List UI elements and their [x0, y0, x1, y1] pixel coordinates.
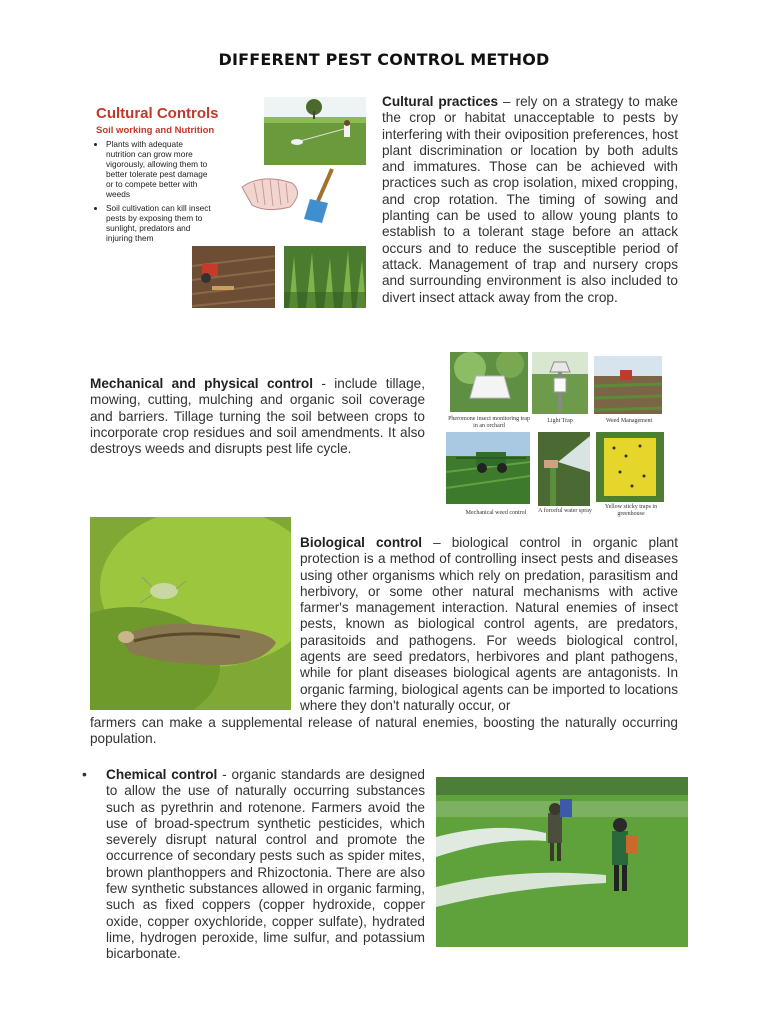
yellow-sticky-trap-caption: Yellow sticky traps in greenhouse	[604, 504, 658, 517]
chemical-control-paragraph	[106, 767, 425, 963]
grub-and-spade-illustration	[232, 167, 342, 225]
biological-control-photo	[90, 517, 291, 710]
water-spray-photo	[538, 432, 590, 506]
maize-crop-photo	[284, 246, 366, 308]
light-trap-caption: Light Trap	[547, 418, 573, 424]
cultural-controls-figure	[90, 95, 370, 310]
light-trap-photo	[532, 352, 588, 414]
biological-control-term: Biological control	[300, 535, 423, 550]
cultural-practices-paragraph	[382, 94, 678, 306]
chemical-bullet: •	[82, 766, 87, 782]
figure-heading: Cultural Controls	[96, 105, 219, 122]
chemical-control-text: - organic standards are designed to allow the use of naturally occurring substances such as pyrethrin and rotenone. Farmers avoid the use of broad-spectrum synthetic pesticides, which severely disrupt natural control and promote the occurrence of secondary pests such as spider mites, brown planthoppers and Rhizoctonia. There are also few synthetic substances allowed in organic farming, such as fixed coppers (copper hydroxide, copper oxide, copper oxychloride, copper sulfate), hydrated lime, hydrogen peroxide, lime sulfur, and potassium bicarbonate.	[106, 767, 425, 962]
mechanical-control-term: Mechanical and physical control	[90, 376, 314, 391]
mechanical-weed-control-caption: Mechanical weed control	[465, 510, 527, 516]
page-title: DIFFERENT PEST CONTROL METHOD	[218, 50, 550, 69]
figure-bullet: • Plants with adequate nutrition can grow more vigorously, allowing them to better tolerate pest damage or to compete better with weeds	[106, 139, 211, 199]
chemical-control-term: Chemical control	[106, 767, 218, 782]
figure-bullet: • Soil cultivation can kill insect pests by exposing them to sunlight, predators and injuring them	[106, 203, 211, 243]
pesticide-spraying-photo	[436, 777, 688, 947]
yellow-sticky-trap-photo	[596, 432, 664, 502]
mechanical-control-text: - include tillage, mowing, cutting, mulching and organic soil coverage and barriers. Tillage turning the soil between crops to incorporate crop residues and soil amendments. It also destroys weeds and disrupts pest life cycle.	[90, 376, 426, 457]
weed-management-caption: Weed Management	[605, 418, 653, 424]
mechanical-control-paragraph	[90, 376, 425, 457]
figure-bullet-list	[96, 139, 211, 247]
field-worker-photo	[264, 97, 366, 165]
mechanical-weed-control-photo	[446, 432, 530, 504]
biological-control-paragraph	[300, 535, 678, 714]
biological-control-paragraph-continued: farmers can make a supplemental release of natural enemies, boosting the naturally occurring population.	[90, 715, 678, 747]
mechanical-photo-grid	[446, 350, 666, 522]
weed-management-photo	[594, 356, 662, 414]
pheromone-trap-photo	[450, 352, 528, 412]
pheromone-trap-caption: Pheromone insect monitoring trap in an orchard	[448, 416, 530, 429]
cultural-practices-term: Cultural practices	[382, 94, 499, 109]
water-spray-caption: A forceful water spray	[538, 508, 592, 514]
figure-subheading: Soil working and Nutrition	[96, 125, 215, 136]
cultural-practices-text: – rely on a strategy to make the crop or habitat unacceptable to pests by interfering with their oviposition preferences, host plant discrimination or location by both adults and immatures. Those can be achieved with practices such as crop isolation, mixed cropping, and crop rotation. The timing of sowing and planting can be used to allow young plants to establish to a tolerant stage before an attack occurs and to reduce the susceptible period of attack. Management of trap and nursery crops and surrounding environment is also included to divert insect attack away from the crop.	[382, 94, 678, 305]
biological-control-text: – biological control in organic plant protection is a method of controlling insect pests and diseases using other organisms which rely on predation, parasitism and herbivory, or some other natural mechanisms with active farmer's management interaction. Natural enemies of insect pests, known as biological control agents, are predators, parasitoids and pathogens. For weeds biological control, agents are seed predators, herbivores and plant pathogens, while for plant diseases biological agents are antagonists. In organic farming, biological agents can be imported to locations where they don't naturally occur, or	[300, 535, 678, 713]
soil-cultivation-photo	[192, 246, 275, 308]
